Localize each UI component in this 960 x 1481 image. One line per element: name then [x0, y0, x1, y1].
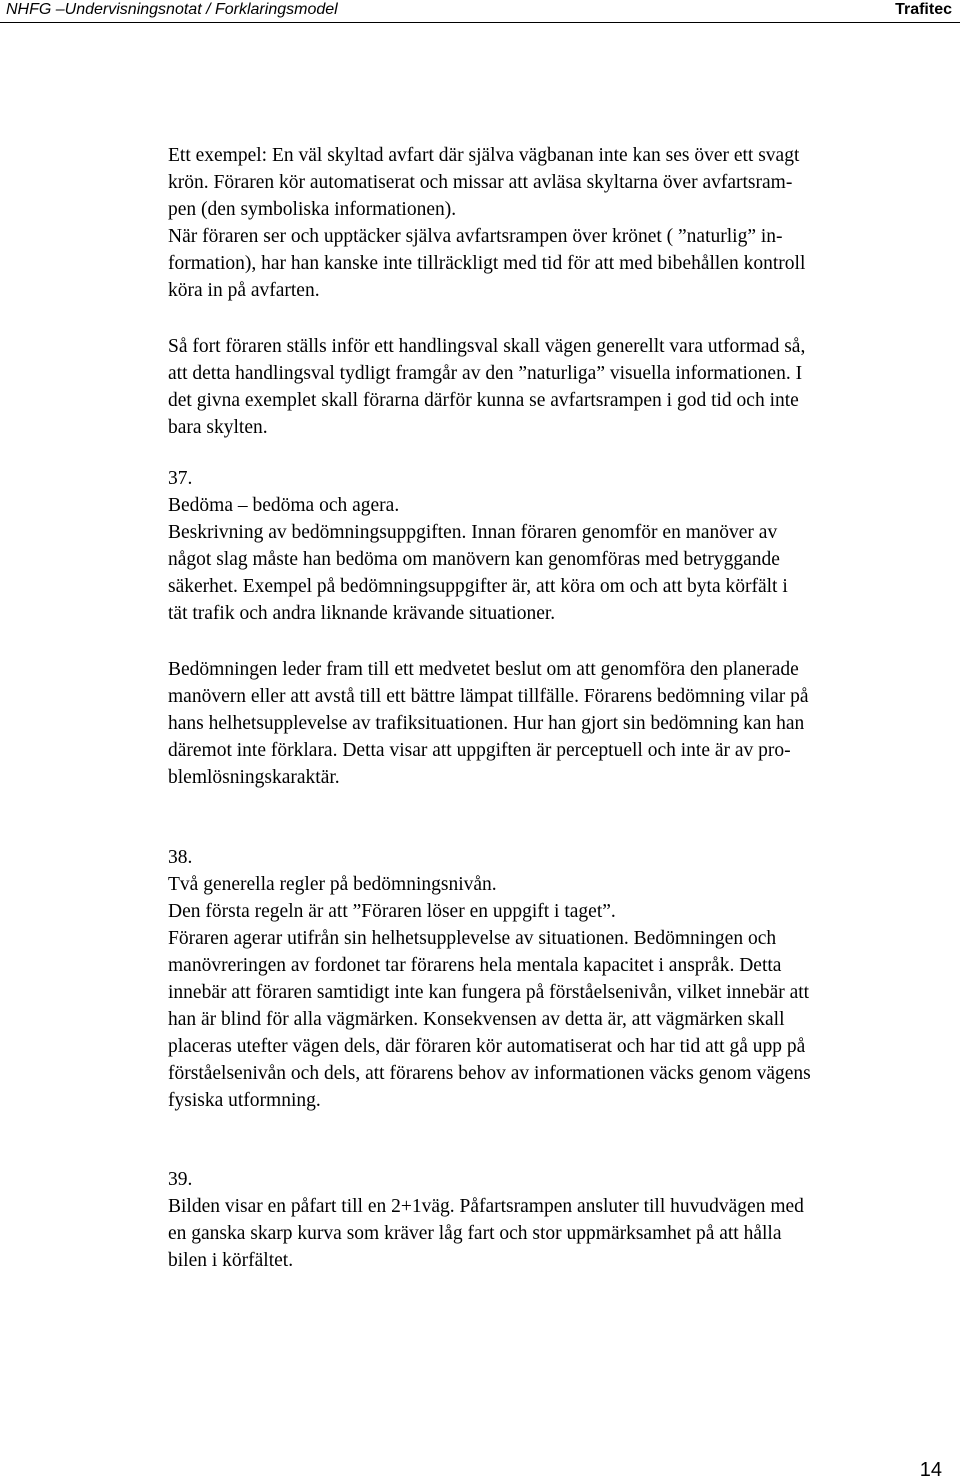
- text-line: köra in på avfarten.: [168, 280, 320, 301]
- section-number: 38.: [168, 847, 193, 868]
- text-line: Bilden visar en påfart till en 2+1väg. Påfartsrampen ansluter till huvudvägen med: [168, 1196, 804, 1217]
- paragraph-exit-example: [168, 142, 943, 304]
- text-line: tät trafik och andra liknande krävande situationer.: [168, 603, 556, 624]
- header-company-name: Trafitec: [895, 1, 952, 18]
- text-line: Ett exempel: En väl skyltad avfart där själva vägbanan inte kan ses över ett svagt: [168, 145, 800, 166]
- text-line: innebär att föraren samtidigt inte kan fungera på förståelsenivån, vilket innebär att: [168, 982, 810, 1003]
- text-line: det givna exemplet skall förarna därför kunna se avfartsrampen i god tid och inte: [168, 390, 799, 411]
- text-line: däremot inte förklara. Detta visar att uppgiften är perceptuell och inte är av pro-: [168, 740, 791, 761]
- section-heading: Bedöma – bedöma och agera.: [168, 495, 400, 516]
- text-line: hans helhetsupplevelse av trafiksituationen. Hur han gjort sin bedömning kan han: [168, 713, 805, 734]
- text-line: säkerhet. Exempel på bedömningsuppgifter är, att köra om och att byta körfält i: [168, 576, 788, 597]
- section-39: [168, 1166, 943, 1274]
- section-heading: Två generella regler på bedömningsnivån.: [168, 874, 497, 895]
- paragraph-action-choice: [168, 333, 943, 441]
- text-line: Den första regeln är att ”Föraren löser en uppgift i taget”.: [168, 901, 616, 922]
- text-line: bilen i körfältet.: [168, 1250, 294, 1271]
- text-line: placeras utefter vägen dels, där föraren kör automatiserat och har tid att gå upp på: [168, 1036, 806, 1057]
- text-line: krön. Föraren kör automatiserat och missar att avläsa skyltarna över avfartsram-: [168, 172, 793, 193]
- text-line: att detta handlingsval tydligt framgår av den ”naturliga” visuella informationen. I: [168, 363, 803, 384]
- text-line: pen (den symboliska informationen).: [168, 199, 457, 220]
- page-number: 14: [919, 1459, 942, 1481]
- text-line: fysiska utformning.: [168, 1090, 321, 1111]
- text-line: Så fort föraren ställs inför ett handlingsval skall vägen generellt vara utformad så,: [168, 336, 806, 357]
- header-document-title: NHFG –Undervisningsnotat / Forklaringsmodel: [6, 1, 338, 18]
- text-line: Föraren agerar utifrån sin helhetsupplevelse av situationen. Bedömningen och: [168, 928, 777, 949]
- text-line: något slag måste han bedöma om manövern kan genomföras med betryggande: [168, 549, 780, 570]
- text-line: manövreringen av fordonet tar förarens hela mentala kapacitet i anspråk. Detta: [168, 955, 782, 976]
- text-line: förståelsenivån och dels, att förarens behov av informationen väcks genom vägens: [168, 1063, 811, 1084]
- text-line: Beskrivning av bedömningsuppgiften. Innan föraren genomför en manöver av: [168, 522, 778, 543]
- text-line: han är blind för alla vägmärken. Konsekvensen av detta är, att vägmärken skall: [168, 1009, 785, 1030]
- section-number: 37.: [168, 468, 193, 489]
- text-line: Bedömningen leder fram till ett medvetet beslut om att genomföra den planerade: [168, 659, 799, 680]
- text-line: en ganska skarp kurva som kräver låg fart och stor uppmärksamhet på att hålla: [168, 1223, 782, 1244]
- text-line: När föraren ser och upptäcker själva avfartsrampen över krönet ( ”naturlig” in-: [168, 226, 783, 247]
- section-number: 39.: [168, 1169, 193, 1190]
- section-38: [168, 844, 943, 1114]
- text-line: manövern eller att avstå till ett bättre lämpat tillfälle. Förarens bedömning vilar på: [168, 686, 809, 707]
- text-line: blemlösningskaraktär.: [168, 767, 340, 788]
- paragraph-assessment: [168, 656, 943, 791]
- section-37: [168, 465, 943, 627]
- text-line: formation), har han kanske inte tillräckligt med tid för att med bibehållen kontroll: [168, 253, 806, 274]
- page-header: [0, 0, 960, 23]
- text-line: bara skylten.: [168, 417, 268, 438]
